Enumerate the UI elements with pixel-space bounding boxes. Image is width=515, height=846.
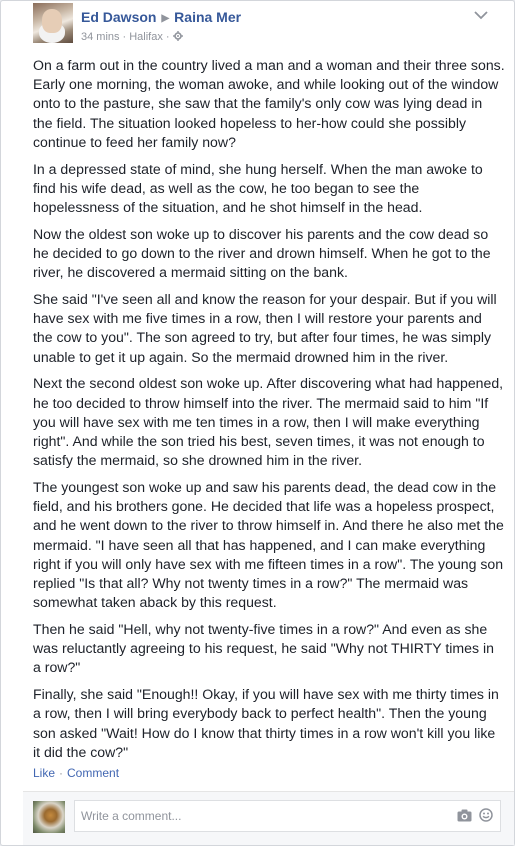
meta-dot: · [122, 31, 127, 43]
story-paragraph: In a depressed state of mind, she hung herself. When the man awoke to find his wife dead, as well as the cow, he too began to see the hopelessness of the situation, and he shot himself in the head. [33, 160, 483, 216]
smiley-icon[interactable] [479, 808, 493, 822]
post-header [33, 3, 503, 49]
author-avatar[interactable] [33, 3, 73, 43]
story-paragraph: Finally, she said "Enough!! Okay, if you will have sex with me thirty times in a row, then I will bring everybody back to perfect health". Then the young son asked "Wait! How do I know that thirty times in a row won't kill you like it did the cow?" [33, 686, 499, 760]
story-paragraph: The youngest son woke up and saw his parents dead, the dead cow in the field, and his brothers gone. He decided that life was a hopeless prospect, and he went down to the river to throw himself in. And there he also met the mermaid. "I have seen all that has happened, and I can make everything right if you will only have sex with me fifteen times in a row". The young son replied "Is that all? Why not twenty times in a row?" The mermaid was somewhat taken aback by this request. [33, 479, 504, 611]
gear-icon[interactable] [173, 31, 183, 43]
comment-link[interactable]: Comment [67, 766, 120, 780]
comment-composer [23, 792, 514, 845]
post-time[interactable]: 34 mins [81, 31, 120, 43]
post-meta [81, 31, 186, 43]
post-body [33, 56, 505, 770]
meta-dot: · [165, 31, 170, 43]
author-name[interactable]: Ed Dawson [81, 9, 157, 25]
like-link[interactable]: Like [33, 766, 56, 780]
post-actions [33, 766, 119, 780]
arrow-right-icon: ▶ [161, 13, 170, 24]
story-paragraph: She said "I've seen all and know the reason for your despair. But if you will have sex with me five times in a row, then I will restore your parents and the cow to you". The son agreed to try, but after four times, he was simply unable to get it up again. So the mermaid drowned him in the river. [33, 291, 497, 365]
avatar-face [42, 9, 62, 33]
chevron-down-icon[interactable] [473, 9, 489, 21]
comment-input[interactable] [74, 800, 501, 832]
actions-separator: · [59, 766, 64, 780]
commenter-avatar[interactable] [33, 801, 65, 833]
post-location[interactable]: Halifax [129, 31, 163, 43]
camera-icon[interactable] [457, 809, 472, 822]
comment-placeholder: Write a comment... [81, 809, 182, 823]
story-paragraph: Then he said "Hell, why not twenty-five times in a row?" And even as she was reluctantly agreeing to his request, he said "Why not THIRTY times in a row?" [33, 621, 494, 676]
story-paragraph: Now the oldest son woke up to discover his parents and the cow dead so he decided to go down to the river and drown himself. When he got to the river, he discovered a mermaid sitting on the bank. [33, 225, 491, 281]
post-names [81, 9, 241, 25]
target-name[interactable]: Raina Mer [174, 9, 242, 25]
story-paragraph: Next the second oldest son woke up. After discovering what had happened, he too decided to throw himself into the river. The mermaid said to him "If you will have sex with me ten times in a row, then I will make everything right". And while the son tried his best, seven times, it was not enough to satisfy the mermaid, so she drowned him in the river. [33, 375, 504, 469]
story-paragraph: On a farm out in the country lived a man and a woman and their three sons. Early one morning, the woman awoke, and while looking out of the window onto to the pasture, she saw that the family's only cow was lying dead in the field. The situation looked hopeless to her-how could she possibly continue to feed her family now? [33, 57, 505, 150]
